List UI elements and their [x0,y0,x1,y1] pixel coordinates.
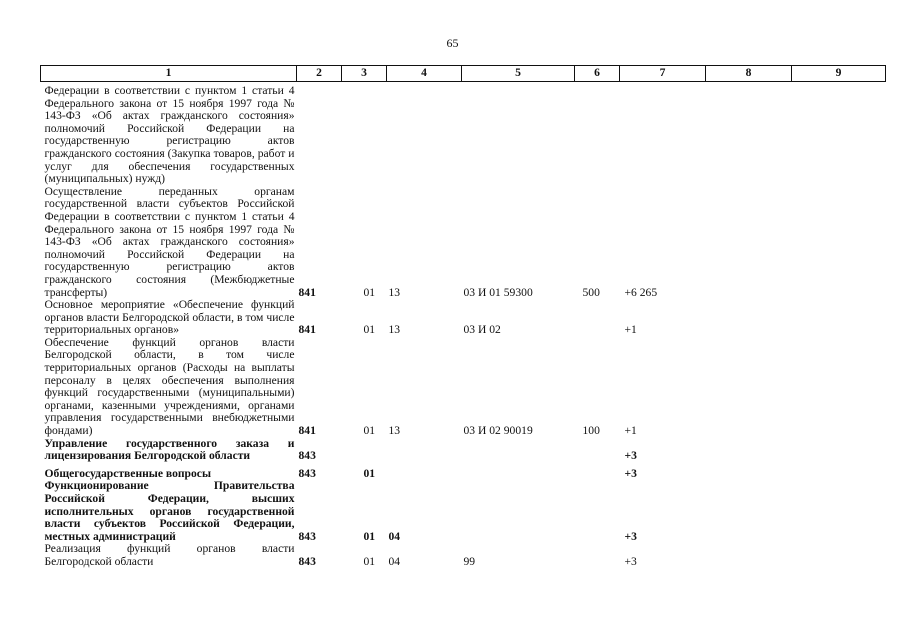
amount: +3 [624,529,637,543]
column-header: 7 [620,66,706,82]
column-header: 6 [575,66,620,82]
amount: +3 [624,466,637,480]
column-header: 2 [297,66,342,82]
page-number: 65 [446,36,459,50]
code-expense-type [575,463,620,481]
code-section [342,438,387,463]
table-header-row [41,66,886,82]
code-expense-type [575,82,620,186]
budget-table [40,65,886,569]
code-section: 01 [363,323,376,337]
row-name: Функционирование Правительства Российской Федерации, высших исполнительных органов государственной власти субъектов Российской Федерации, местных администраций [44,479,295,543]
code-target: 03 И 02 [463,323,501,337]
row-name: Основное мероприятие «Обеспечение функций органов власти Белгородской области, в том числе территориальных органов» [44,298,295,337]
code-expense-type: 500 [582,285,600,299]
code-subsection [387,463,462,481]
column-header: 1 [41,66,297,82]
column-header: 9 [792,66,886,82]
code-expense-type [575,438,620,463]
code-ministry: 841 [298,285,316,299]
code-ministry: 841 [298,424,316,438]
code-expense-type: 100 [582,424,600,438]
code-subsection [387,82,462,186]
amount: +3 [624,554,637,568]
code-subsection: 13 [388,323,401,337]
code-section: 01 [363,285,376,299]
code-target [462,438,575,463]
code-subsection: 04 [388,529,401,543]
code-target [462,463,575,481]
amount: +1 [624,424,637,438]
code-target: 03 И 02 90019 [463,424,533,438]
code-target [462,480,575,543]
code-expense-type [575,299,620,337]
code-ministry: 843 [298,466,316,480]
table-row [41,438,886,463]
code-ministry: 843 [298,554,316,568]
code-section [342,82,387,186]
code-expense-type [575,543,620,568]
code-ministry: 843 [298,529,316,543]
code-subsection: 13 [388,424,401,438]
row-name: Осуществление переданных органам государственной власти субъектов Российской Федерации в соответствии с пунктом 1 статьи 4 Федерального закона от 15 ноября 1997 года № 143-ФЗ «Об актах гражданского состояния» полномочий Российской Федерации на государственную регистрацию актов гражданского состояния (Межбюджетные трансферты) [44,184,295,299]
column-header: 4 [387,66,462,82]
column-header: 3 [342,66,387,82]
code-subsection: 04 [388,554,401,568]
code-subsection [387,438,462,463]
row-name: Управление государственного заказа и лицензирования Белгородской области [44,436,295,463]
code-section: 01 [363,466,376,480]
table-row [41,82,886,186]
table-row [41,337,886,438]
code-target: 03 И 01 59300 [463,285,533,299]
amount [620,82,706,186]
table-row [41,543,886,568]
code-target [462,82,575,186]
row-name: Обеспечение функций органов власти Белгородской области, в том числе территориальных органов (Расходы на выплаты персоналу в целях обеспечения выполнения функций государственными (муниципальными) органами, казенными учреждениями, органами управления государственными внебюджетными фондами) [44,335,295,438]
row-name: Общегосударственные вопросы [44,466,211,480]
code-ministry [297,82,342,186]
table-row [41,480,886,543]
amount: +6 265 [624,285,658,299]
code-target: 99 [463,554,476,568]
amount: +3 [624,449,637,463]
column-header: 8 [706,66,792,82]
column-header: 5 [462,66,575,82]
code-ministry: 843 [298,449,316,463]
code-expense-type [575,480,620,543]
code-section: 01 [363,554,376,568]
code-ministry: 841 [298,323,316,337]
code-subsection: 13 [388,285,401,299]
code-section: 01 [363,529,376,543]
amount: +1 [624,323,637,337]
row-name: Реализация функций органов власти Белгородской области [44,542,295,568]
table-row [41,186,886,299]
table-row [41,299,886,337]
code-section: 01 [363,424,376,438]
row-name: Федерации в соответствии с пунктом 1 статьи 4 Федерального закона от 15 ноября 1997 года № 143-ФЗ «Об актах гражданского состояния» полномочий Российской Федерации на государственную регистрацию актов гражданского состояния (Закупка товаров, работ и услуг для обеспечения государственных (муниципальных) нужд) [44,84,295,186]
table-row [41,463,886,481]
